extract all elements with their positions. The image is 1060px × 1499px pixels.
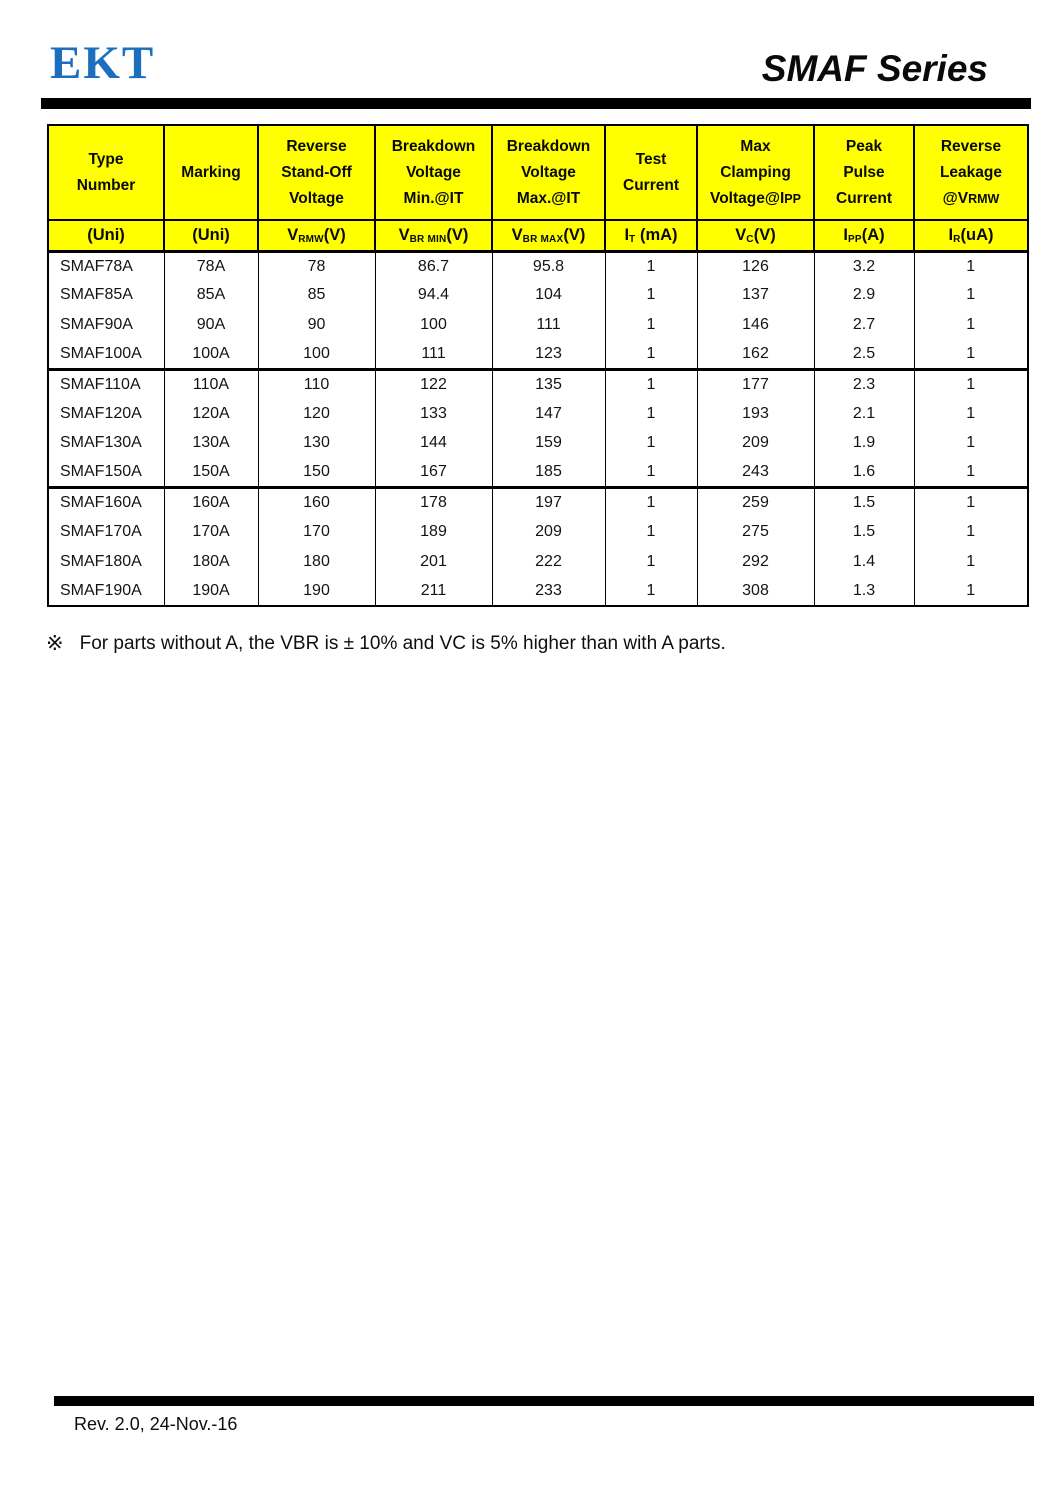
table-cell: 146 bbox=[697, 310, 814, 340]
reference-mark-icon: ※ bbox=[46, 632, 64, 655]
table-cell: 100 bbox=[375, 310, 492, 340]
column-header: Peak Pulse Current bbox=[814, 125, 914, 220]
column-header: Breakdown Voltage Min.@IT bbox=[375, 125, 492, 220]
table-cell: 159 bbox=[492, 428, 605, 458]
column-unit-header: $I_{PP}(A)$ bbox=[814, 220, 914, 251]
table-cell: 1 bbox=[605, 547, 697, 577]
table-cell: 110 bbox=[258, 369, 375, 399]
table-cell: 1 bbox=[605, 428, 697, 458]
table-cell: 178 bbox=[375, 488, 492, 518]
table-row bbox=[48, 428, 1028, 458]
table-cell: 167 bbox=[375, 458, 492, 488]
table-cell: 94.4 bbox=[375, 281, 492, 311]
table-row bbox=[48, 369, 1028, 399]
table-row bbox=[48, 547, 1028, 577]
row-group bbox=[48, 251, 1028, 369]
spec-table-container bbox=[47, 124, 1029, 607]
table-cell: 160 bbox=[258, 488, 375, 518]
table-cell: 193 bbox=[697, 399, 814, 429]
table-cell: SMAF150A bbox=[48, 458, 164, 488]
table-cell: 1.4 bbox=[814, 547, 914, 577]
table-cell: 1.5 bbox=[814, 517, 914, 547]
table-cell: 1 bbox=[605, 517, 697, 547]
table-cell: 190A bbox=[164, 576, 258, 606]
column-header: Max Clamping Voltage@IPP bbox=[697, 125, 814, 220]
table-cell: 3.2 bbox=[814, 251, 914, 281]
column-unit-header: $V_{BR MIN}(V)$ bbox=[375, 220, 492, 251]
column-header: Type Number bbox=[48, 125, 164, 220]
table-cell: 144 bbox=[375, 428, 492, 458]
column-unit-header: $V_C(V)$ bbox=[697, 220, 814, 251]
table-cell: 100 bbox=[258, 340, 375, 370]
row-group bbox=[48, 488, 1028, 606]
table-cell: 122 bbox=[375, 369, 492, 399]
table-cell: 90 bbox=[258, 310, 375, 340]
table-cell: 1.5 bbox=[814, 488, 914, 518]
table-cell: 1 bbox=[605, 281, 697, 311]
table-cell: 1 bbox=[914, 547, 1028, 577]
table-cell: 1 bbox=[605, 576, 697, 606]
table-cell: 170A bbox=[164, 517, 258, 547]
table-cell: 1.6 bbox=[814, 458, 914, 488]
table-cell: 222 bbox=[492, 547, 605, 577]
table-cell: 111 bbox=[492, 310, 605, 340]
table-cell: 1.9 bbox=[814, 428, 914, 458]
table-cell: 185 bbox=[492, 458, 605, 488]
table-cell: 259 bbox=[697, 488, 814, 518]
table-cell: SMAF100A bbox=[48, 340, 164, 370]
column-header: Breakdown Voltage Max.@IT bbox=[492, 125, 605, 220]
page-title: SMAF Series bbox=[761, 48, 988, 89]
column-unit-header: $V_{RMW}(V)$ bbox=[258, 220, 375, 251]
table-cell: 243 bbox=[697, 458, 814, 488]
table-cell: 2.5 bbox=[814, 340, 914, 370]
column-header: Marking bbox=[164, 125, 258, 220]
table-cell: 1 bbox=[914, 310, 1028, 340]
column-header: Reverse Stand-Off Voltage bbox=[258, 125, 375, 220]
table-cell: SMAF180A bbox=[48, 547, 164, 577]
table-cell: 170 bbox=[258, 517, 375, 547]
table-cell: SMAF130A bbox=[48, 428, 164, 458]
table-cell: 120A bbox=[164, 399, 258, 429]
column-unit-header: $I_R(uA)$ bbox=[914, 220, 1028, 251]
table-cell: 130 bbox=[258, 428, 375, 458]
table-cell: 180A bbox=[164, 547, 258, 577]
table-row bbox=[48, 310, 1028, 340]
table-cell: 1 bbox=[605, 340, 697, 370]
table-cell: 275 bbox=[697, 517, 814, 547]
table-cell: 160A bbox=[164, 488, 258, 518]
ekt-logo: EKT bbox=[50, 37, 156, 89]
table-cell: 308 bbox=[697, 576, 814, 606]
table-row bbox=[48, 281, 1028, 311]
column-unit-header: $I_T$ (mA) bbox=[605, 220, 697, 251]
header-rule bbox=[41, 98, 1031, 109]
table-cell: SMAF170A bbox=[48, 517, 164, 547]
table-cell: 126 bbox=[697, 251, 814, 281]
table-cell: 1 bbox=[914, 281, 1028, 311]
table-cell: 2.7 bbox=[814, 310, 914, 340]
table-row bbox=[48, 576, 1028, 606]
table-cell: 2.9 bbox=[814, 281, 914, 311]
column-unit-header: (Uni) bbox=[48, 220, 164, 251]
table-cell: 1 bbox=[914, 369, 1028, 399]
footnote bbox=[46, 631, 726, 657]
table-cell: 1.3 bbox=[814, 576, 914, 606]
table-cell: 233 bbox=[492, 576, 605, 606]
table-cell: 1 bbox=[605, 369, 697, 399]
table-cell: 1 bbox=[605, 251, 697, 281]
table-cell: 1 bbox=[914, 340, 1028, 370]
table-cell: 1 bbox=[605, 458, 697, 488]
row-group bbox=[48, 369, 1028, 487]
table-cell: 78A bbox=[164, 251, 258, 281]
table-cell: 1 bbox=[605, 399, 697, 429]
table-cell: 197 bbox=[492, 488, 605, 518]
table-cell: SMAF90A bbox=[48, 310, 164, 340]
table-cell: SMAF160A bbox=[48, 488, 164, 518]
table-row bbox=[48, 517, 1028, 547]
table-cell: 1 bbox=[605, 488, 697, 518]
revision-label: Rev. 2.0, 24-Nov.-16 bbox=[74, 1414, 238, 1434]
table-cell: 90A bbox=[164, 310, 258, 340]
table-cell: SMAF120A bbox=[48, 399, 164, 429]
table-cell: 211 bbox=[375, 576, 492, 606]
table-cell: 190 bbox=[258, 576, 375, 606]
table-cell: 177 bbox=[697, 369, 814, 399]
table-cell: 95.8 bbox=[492, 251, 605, 281]
table-cell: 201 bbox=[375, 547, 492, 577]
table-cell: 209 bbox=[492, 517, 605, 547]
table-row bbox=[48, 340, 1028, 370]
table-cell: 85A bbox=[164, 281, 258, 311]
table-cell: 147 bbox=[492, 399, 605, 429]
table-cell: 1 bbox=[914, 488, 1028, 518]
table-cell: SMAF85A bbox=[48, 281, 164, 311]
column-header: Reverse Leakage @VRMW bbox=[914, 125, 1028, 220]
table-cell: 150A bbox=[164, 458, 258, 488]
footer-rule bbox=[54, 1396, 1034, 1406]
table-cell: 104 bbox=[492, 281, 605, 311]
table-row bbox=[48, 458, 1028, 488]
table-cell: 100A bbox=[164, 340, 258, 370]
table-cell: 1 bbox=[914, 458, 1028, 488]
table-cell: 1 bbox=[914, 428, 1028, 458]
column-unit-header: (Uni) bbox=[164, 220, 258, 251]
table-cell: 1 bbox=[605, 310, 697, 340]
table-cell: 120 bbox=[258, 399, 375, 429]
spec-table-head bbox=[48, 125, 1028, 251]
table-cell: 130A bbox=[164, 428, 258, 458]
table-cell: SMAF78A bbox=[48, 251, 164, 281]
table-cell: 135 bbox=[492, 369, 605, 399]
table-row bbox=[48, 251, 1028, 281]
table-cell: 189 bbox=[375, 517, 492, 547]
table-cell: 180 bbox=[258, 547, 375, 577]
column-unit-header: $V_{BR MAX}(V)$ bbox=[492, 220, 605, 251]
table-cell: 150 bbox=[258, 458, 375, 488]
table-cell: 1 bbox=[914, 517, 1028, 547]
table-cell: 2.3 bbox=[814, 369, 914, 399]
column-header: Test Current bbox=[605, 125, 697, 220]
table-cell: 86.7 bbox=[375, 251, 492, 281]
table-cell: 162 bbox=[697, 340, 814, 370]
table-cell: 1 bbox=[914, 399, 1028, 429]
table-cell: 1 bbox=[914, 576, 1028, 606]
table-row bbox=[48, 488, 1028, 518]
table-cell: 209 bbox=[697, 428, 814, 458]
table-cell: 111 bbox=[375, 340, 492, 370]
table-cell: 123 bbox=[492, 340, 605, 370]
table-cell: SMAF190A bbox=[48, 576, 164, 606]
table-cell: SMAF110A bbox=[48, 369, 164, 399]
table-cell: 78 bbox=[258, 251, 375, 281]
table-cell: 1 bbox=[914, 251, 1028, 281]
spec-table bbox=[47, 124, 1029, 607]
footnote-text: For parts without A, the VBR is ± 10% and VC is 5% higher than with A parts. bbox=[79, 633, 726, 654]
table-cell: 137 bbox=[697, 281, 814, 311]
table-row bbox=[48, 399, 1028, 429]
table-cell: 2.1 bbox=[814, 399, 914, 429]
table-cell: 133 bbox=[375, 399, 492, 429]
table-cell: 110A bbox=[164, 369, 258, 399]
table-cell: 292 bbox=[697, 547, 814, 577]
table-cell: 85 bbox=[258, 281, 375, 311]
